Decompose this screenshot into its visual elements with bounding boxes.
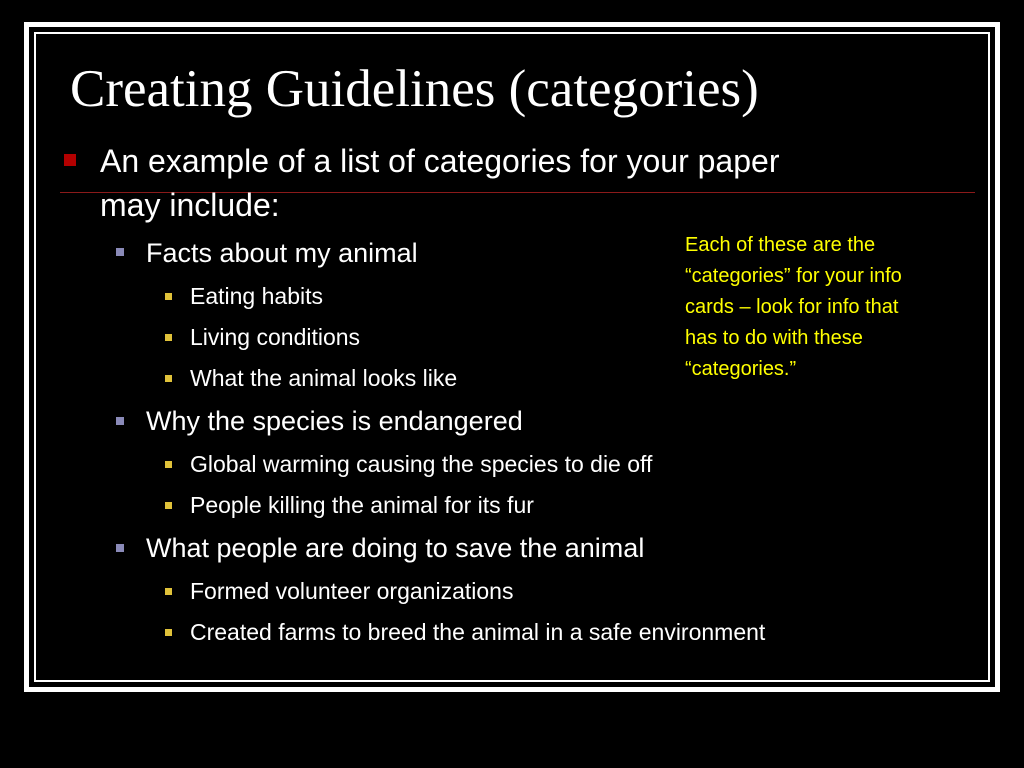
group-item: Global warming causing the species to die off	[190, 451, 653, 477]
group-label-saving: What people are doing to save the animal	[146, 533, 645, 563]
intro-line-1: An example of a list of categories for your paper	[100, 143, 780, 179]
group-item: Eating habits	[190, 283, 323, 309]
group-item: Living conditions	[190, 324, 361, 350]
slide-title: Creating Guidelines (categories)	[70, 60, 759, 118]
level2-bullet-icon	[116, 417, 124, 425]
level3-bullet-icon	[165, 629, 172, 636]
level3-bullet-icon	[165, 502, 172, 509]
level3-bullet-icon	[165, 334, 172, 341]
level2-bullet-icon	[116, 544, 124, 552]
group-item: People killing the animal for its fur	[190, 492, 534, 518]
level2-bullet-icon	[116, 248, 124, 256]
level3-bullet-icon	[165, 293, 172, 300]
intro-text	[100, 139, 779, 227]
level3-bullet-icon	[165, 375, 172, 382]
intro-line-2: may include:	[100, 187, 280, 223]
group-label-endangered: Why the species is endangered	[146, 406, 523, 436]
group-item: What the animal looks like	[190, 365, 458, 391]
group-item: Created farms to breed the animal in a safe environment	[190, 619, 766, 645]
group-label-facts: Facts about my animal	[146, 238, 418, 268]
level3-bullet-icon	[165, 461, 172, 468]
categories-note: Each of these are the “categories” for your info cards – look for info that has to do with these “categories.”	[685, 234, 902, 380]
level1-bullet-icon	[64, 154, 76, 166]
group-item: Formed volunteer organizations	[190, 578, 514, 604]
level3-bullet-icon	[165, 588, 172, 595]
